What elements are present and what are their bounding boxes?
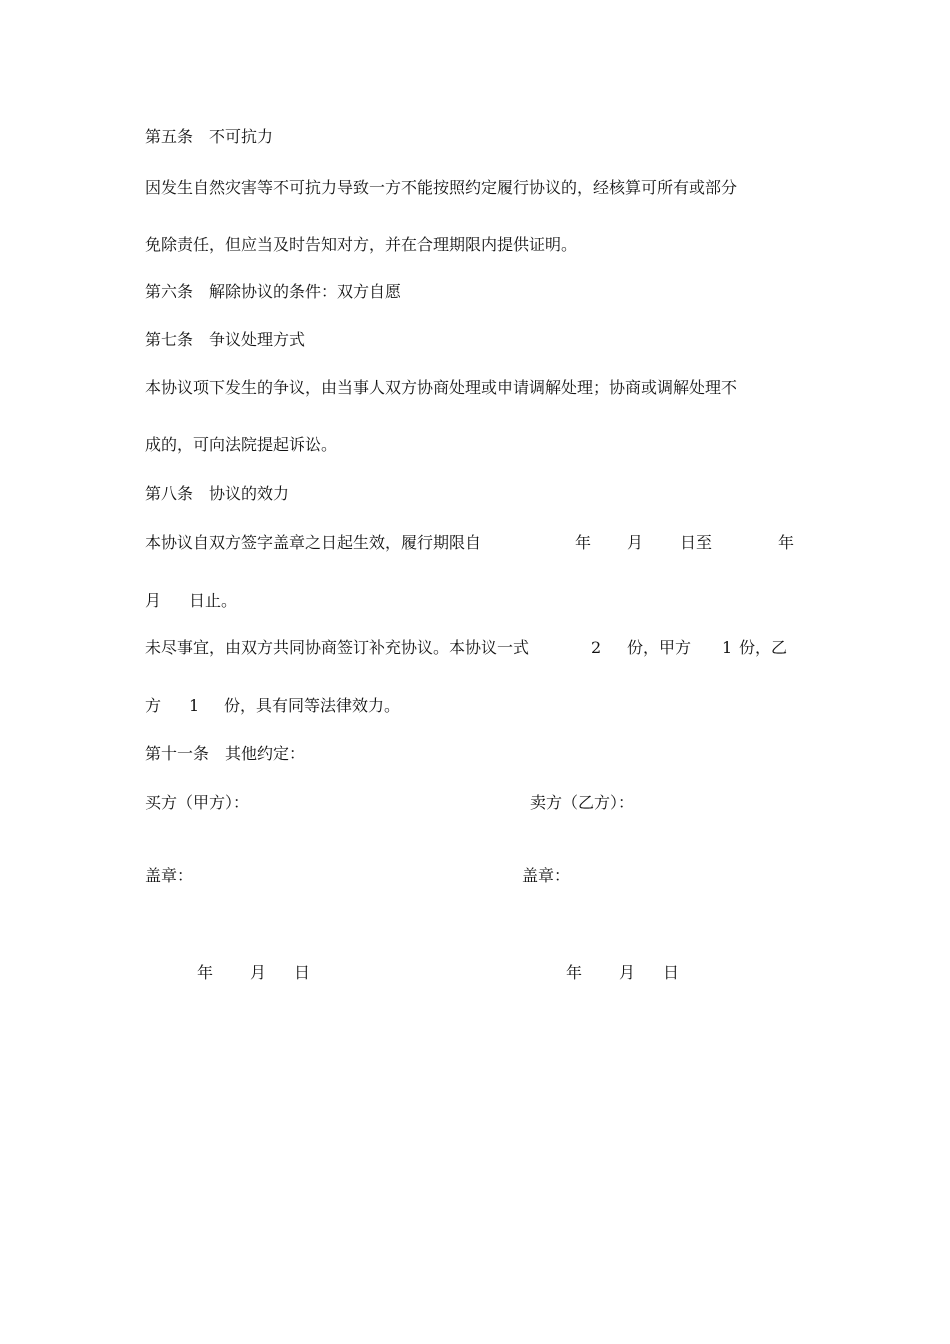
article-7-body-line-2: 成的，可向法院提起诉讼。 — [145, 435, 338, 454]
article-7-title: 第七条 争议处理方式 — [145, 330, 306, 349]
copies-text-2: 份，甲方 — [627, 638, 692, 657]
validity-text: 本协议自双方签字盖章之日起生效，履行期限自 — [145, 533, 482, 552]
seller-label: 卖方（乙方）： — [530, 793, 635, 812]
article-5-body-line-2: 免除责任，但应当及时告知对方，并在合理期限内提供证明。 — [145, 235, 578, 254]
validity-end-day: 日止。 — [189, 591, 238, 610]
date-left-day: 日 — [294, 963, 311, 982]
copies-text-4: 方 — [145, 696, 162, 715]
date-left-month: 月 — [250, 963, 267, 982]
date-right-year: 年 — [566, 963, 583, 982]
copies-text-3: 份，乙 — [739, 638, 788, 657]
copies-party-a: 1 — [722, 638, 733, 657]
seal-left: 盖章： — [145, 866, 194, 885]
validity-end-month: 月 — [145, 591, 162, 610]
validity-end-year: 年 — [778, 533, 795, 552]
copies-party-b: 1 — [189, 696, 200, 715]
validity-start-month: 月 — [627, 533, 644, 552]
article-6-title: 第六条 解除协议的条件：双方自愿 — [145, 282, 402, 301]
article-11-title: 第十一条 其他约定： — [145, 744, 306, 763]
article-7-body-line-1: 本协议项下发生的争议，由当事人双方协商处理或申请调解处理；协商或调解处理不 — [145, 378, 738, 397]
article-5-body-line-1: 因发生自然灾害等不可抗力导致一方不能按照约定履行协议的，经核算可所有或部分 — [145, 178, 738, 197]
buyer-label: 买方（甲方）： — [145, 793, 250, 812]
date-left-year: 年 — [197, 963, 214, 982]
copies-total: 2 — [591, 638, 602, 657]
copies-text-1: 未尽事宜，由双方共同协商签订补充协议。本协议一式 — [145, 638, 530, 657]
article-8-title: 第八条 协议的效力 — [145, 484, 290, 503]
article-5-title: 第五条 不可抗力 — [145, 127, 274, 146]
date-right-month: 月 — [619, 963, 636, 982]
seal-right: 盖章： — [522, 866, 571, 885]
date-right-day: 日 — [663, 963, 680, 982]
validity-start-day: 日至 — [680, 533, 713, 552]
copies-text-5: 份，具有同等法律效力。 — [224, 696, 401, 715]
validity-start-year: 年 — [575, 533, 592, 552]
